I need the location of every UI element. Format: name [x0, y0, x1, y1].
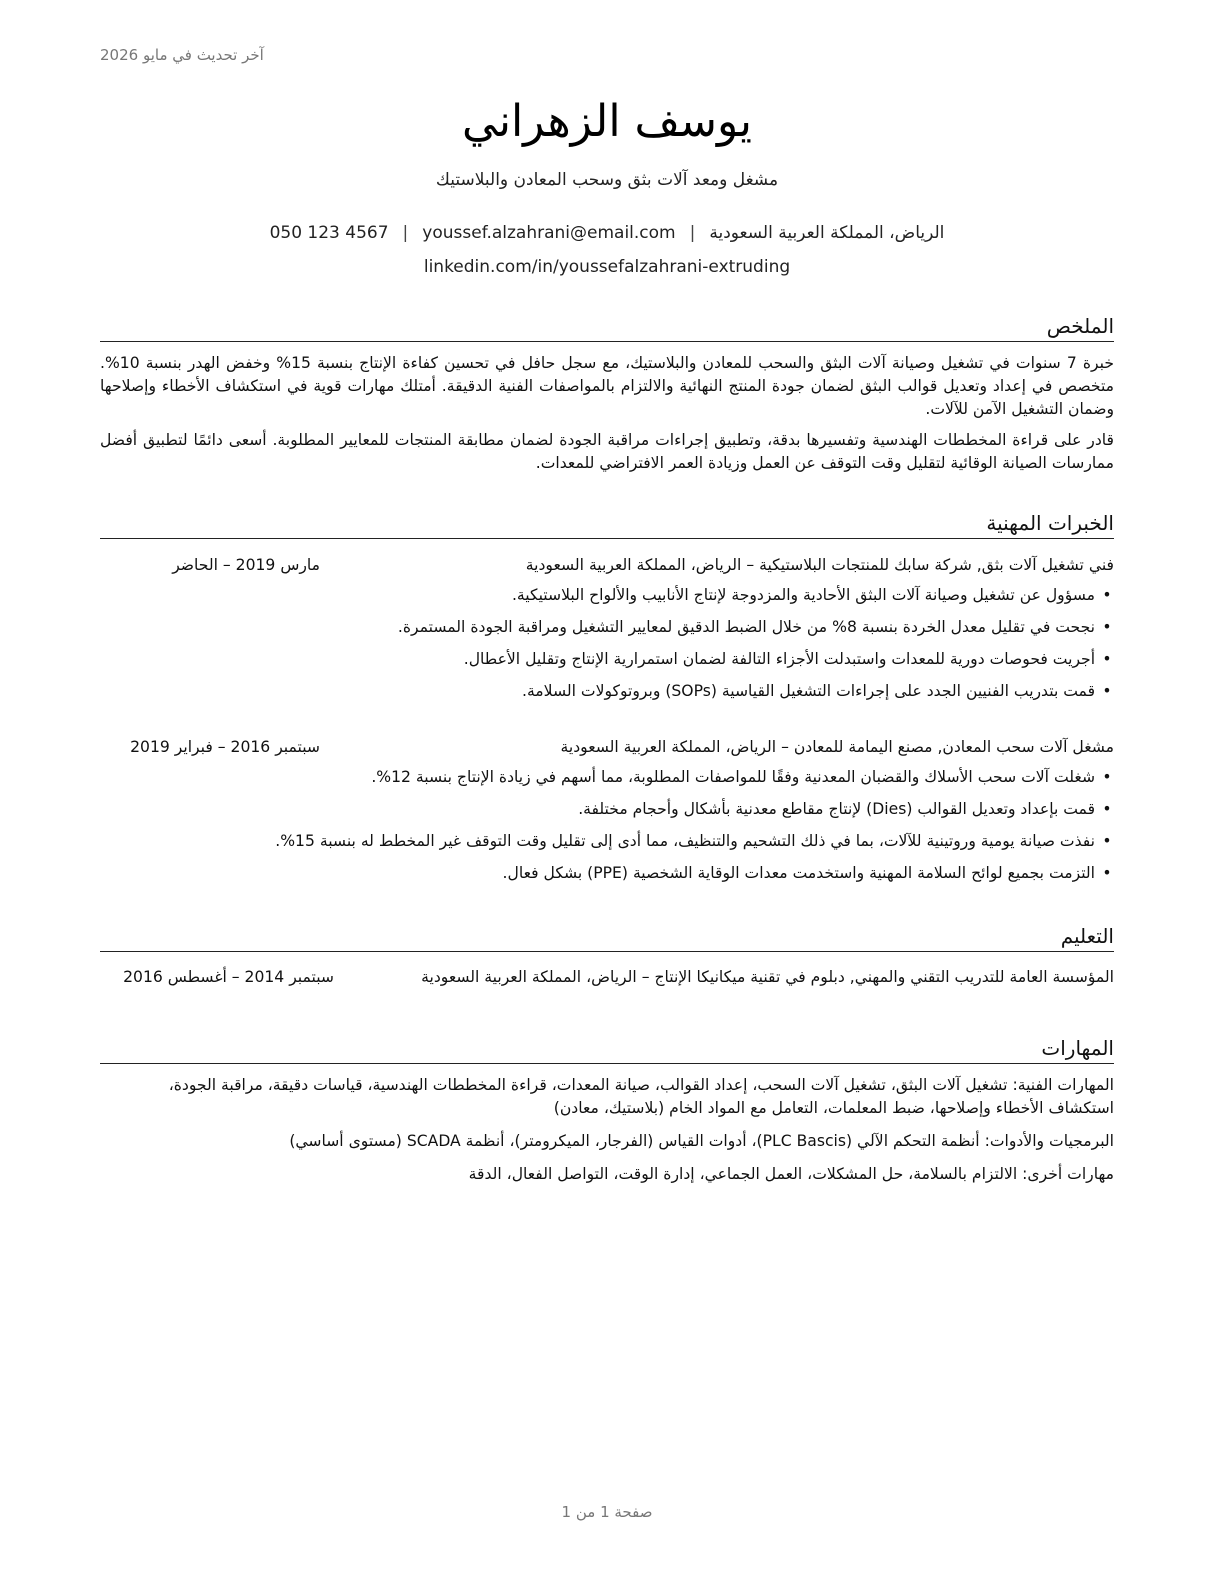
job-heading: فني تشغيل آلات بثق, شركة سابك للمنتجات البلاستيكية – الرياض، المملكة العربية السعودية — [525, 556, 1114, 574]
linkedin-link[interactable]: linkedin.com/in/youssefalzahrani-extruding — [423, 257, 791, 277]
phone: 050 123 4567 — [269, 223, 389, 243]
summary-paragraph: قادر على قراءة المخططات الهندسية وتفسيرها بدقة، وتطبيق إجراءات مراقبة الجودة لضمان مطابقة المنتجات للمعايير المطلوبة. أسعى دائمًا لتطبيق أفضل ممارسات الصيانة الوقائية لتقليل وقت التوقف عن العمل وزيادة العمر الافتراضي للمعدات. — [100, 431, 1114, 472]
skill-line: المهارات الفنية: تشغيل آلات البثق، تشغيل آلات السحب، إعداد القوالب، صيانة المعدات، قراءة المخططات الهندسية، قياسات دقيقة، مراقبة الجودة، استكشاف الأخطاء وإصلاحها، ضبط المعلمات، التعامل مع المواد الخام (بلاستيك، معادن) — [168, 1076, 1114, 1117]
summary-paragraph: خبرة 7 سنوات في تشغيل وصيانة آلات البثق والسحب للمعادن والبلاستيك، مع سجل حافل في تحسين كفاءة الإنتاج بنسبة 15% وخفض الهدر بنسبة 10%. متخصص في إعداد وتعديل قوالب البثق لضمان جودة المنتج النهائية والالتزام بالمواصفات الفنية الدقيقة. أمتلك مهارات قوية في استكشاف الأخطاء وإصلاحها وضمان التشغيل الآمن للآلات. — [100, 354, 1114, 418]
bullet-item: • مسؤول عن تشغيل وصيانة آلات البثق الأحادية والمزدوجة لإنتاج الأنابيب والألواح البلاستيكية. — [511, 586, 1112, 604]
job-bullets — [100, 765, 1114, 885]
separator: | — [689, 223, 696, 243]
location: الرياض، المملكة العربية السعودية — [709, 223, 945, 243]
section-title-education: التعليم — [100, 922, 1114, 952]
education-institution: المؤسسة العامة للتدريب التقني والمهني, دبلوم في تقنية ميكانيكا الإنتاج – الرياض، المملكة العربية السعودية — [421, 968, 1114, 986]
bullet-item: • نفذت صيانة يومية وروتينية للآلات، بما في ذلك التشحيم والتنظيف، مما أدى إلى تقليل وقت التوقف غير المخطط له بنسبة 15%. — [275, 832, 1112, 850]
summary-section — [100, 312, 1114, 475]
last-updated: آخر تحديث في مايو 2026 — [100, 46, 264, 64]
contact-line — [100, 223, 1114, 243]
email-link[interactable]: youssef.alzahrani@email.com — [422, 223, 676, 243]
job-heading: مشغل آلات سحب المعادن, مصنع اليمامة للمعادن – الرياض، المملكة العربية السعودية — [560, 738, 1114, 756]
section-title-experience: الخبرات المهنية — [100, 509, 1114, 539]
job-dates: سبتمبر 2016 – فبراير 2019 — [130, 738, 320, 756]
section-title-skills: المهارات — [100, 1034, 1114, 1064]
education-section — [100, 922, 1114, 989]
skill-line: البرمجيات والأدوات: أنظمة التحكم الآلي (PLC Bascis)، أدوات القياس (الفرجار، الميكرومتر)، أنظمة SCADA (مستوى أساسي) — [289, 1132, 1114, 1150]
bullet-item: • نجحت في تقليل معدل الخردة بنسبة 8% من خلال الضبط الدقيق لمعايير التشغيل ومراقبة الجودة المستمرة. — [397, 618, 1112, 636]
experience-section — [100, 509, 1114, 885]
page-number: صفحة 1 من 1 — [561, 1503, 653, 1521]
education-dates: سبتمبر 2014 – أغسطس 2016 — [123, 968, 334, 986]
job-bullets — [100, 583, 1114, 703]
candidate-title: مشغل ومعد آلات بثق وسحب المعادن والبلاستيك — [435, 170, 779, 190]
candidate-name: يوسف الزهراني — [462, 96, 752, 147]
skill-line: مهارات أخرى: الالتزام بالسلامة، حل المشكلات، العمل الجماعي، إدارة الوقت، التواصل الفعال، الدقة — [468, 1165, 1114, 1183]
bullet-item: • أجريت فحوصات دورية للمعدات واستبدلت الأجزاء التالفة لضمان استمرارية الإنتاج وتقليل الأعطال. — [463, 650, 1112, 668]
bullet-item: • التزمت بجميع لوائح السلامة المهنية واستخدمت معدات الوقاية الشخصية (PPE) بشكل فعال. — [502, 864, 1112, 882]
bullet-item: • قمت بإعداد وتعديل القوالب (Dies) لإنتاج مقاطع معدنية بأشكال وأحجام مختلفة. — [578, 800, 1112, 818]
section-title-summary: الملخص — [100, 312, 1114, 342]
bullet-item: • قمت بتدريب الفنيين الجدد على إجراءات التشغيل القياسية (SOPs) وبروتوكولات السلامة. — [521, 682, 1112, 700]
job-header — [100, 735, 1114, 759]
bullet-item: • شغلت آلات سحب الأسلاك والقضبان المعدنية وفقًا للمواصفات المطلوبة، مما أسهم في زيادة الإنتاج بنسبة 12%. — [371, 768, 1112, 786]
separator: | — [402, 223, 409, 243]
skills-section — [100, 1034, 1114, 1186]
job-dates: مارس 2019 – الحاضر — [172, 556, 320, 574]
education-entry — [100, 966, 1114, 989]
job-header — [100, 553, 1114, 577]
